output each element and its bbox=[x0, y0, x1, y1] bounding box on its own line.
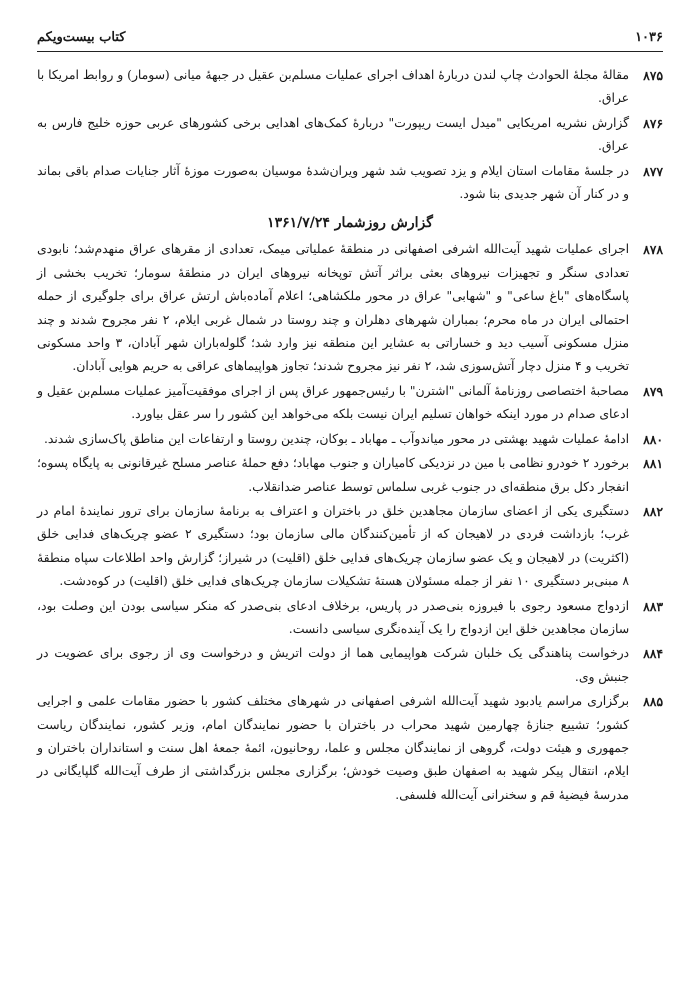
entry-number: ۸۸۲ bbox=[643, 503, 663, 519]
entry-text: برگزاری مراسم یادبود شهید آیت‌الله اشرفی اصفهانی در شهرهای مختلف کشور با حضور مقامات علمی و اجرایی کشور؛ تشییع جنازهٔ چهارمین شهید محراب در باختران با حضور نمایندگان امام، وزیر کشور، نمایندگان ریاست جمهوری و هیئت دولت، گروهی از نمایندگان مجلس و علما، روحانیون، ائمهٔ جمعهٔ اهل سنت و استانداران باختران و ایلام، انتقال پیکر شهید به اصفهان طبق وصیت خودش؛ برگزاری مجلس بزرگداشتی از طرف آیت‌الله گلپایگانی در مدرسهٔ فیضیهٔ قم و سخنرانی آیت‌الله فلسفی. bbox=[37, 694, 629, 802]
entries-after-list bbox=[37, 238, 663, 807]
list-item bbox=[37, 500, 663, 594]
entry-number: ۸۷۹ bbox=[643, 383, 663, 399]
list-item bbox=[37, 642, 663, 689]
entry-number: ۸۷۶ bbox=[643, 115, 663, 131]
book-title: کتاب بیست‌ویکم bbox=[37, 30, 126, 45]
list-item bbox=[37, 64, 663, 111]
page-header bbox=[37, 30, 663, 52]
entry-number: ۸۸۱ bbox=[643, 456, 663, 472]
list-item bbox=[37, 428, 663, 451]
list-item bbox=[37, 112, 663, 159]
entry-text: مقالهٔ مجلهٔ الحوادث چاپ لندن دربارهٔ اهداف اجرای عملیات مسلم‌بن عقیل در جبههٔ میانی (سومار) و روابط امریکا با عراق. bbox=[37, 68, 629, 106]
list-item bbox=[37, 595, 663, 642]
section-title: گزارش روزشمار ۱۳۶۱/۷/۲۴ bbox=[267, 215, 433, 232]
entry-text: درخواست پناهندگی یک خلبان شرکت هواپیمایی هما از دولت اتریش و درخواست وی از رجوی برای عضویت در جنبش وی. bbox=[37, 646, 629, 684]
entry-text: ازدواج مسعود رجوی با فیروزه بنی‌صدر در پاریس، برخلاف ادعای بنی‌صدر که منکر سیاسی بودن این وصلت بود، سازمان مجاهدین خلق این ازدواج را یک آینده‌نگری سیاسی دانست. bbox=[37, 598, 629, 636]
entry-number: ۸۸۰ bbox=[643, 431, 663, 447]
entry-number: ۸۷۸ bbox=[643, 242, 663, 258]
list-item bbox=[37, 690, 663, 807]
page-number: ۱۰۳۶ bbox=[635, 30, 663, 45]
entry-number: ۸۷۵ bbox=[643, 68, 663, 83]
entry-number: ۸۸۴ bbox=[643, 646, 663, 662]
entry-text: ادامهٔ عملیات شهید بهشتی در محور میاندوآب ـ مهاباد ـ بوکان، چندین روستا و ارتفاعات این مناطق پاک‌سازی شدند. bbox=[43, 431, 629, 446]
entry-text: برخورد ۲ خودرو نظامی با مین در نزدیکی کامیاران و جنوب مهاباد؛ دفع حملهٔ عناصر مسلح غیرقانونی به پایگاه پسوه؛ انفجار دکل برق منطقه‌ای در جنوب غربی سلماس توسط عناصر ضدانقلاب. bbox=[37, 456, 629, 494]
entry-text: مصاحبهٔ اختصاصی روزنامهٔ آلمانی "اشترن" با رئیس‌جمهور عراق پس از اجرای موفقیت‌آمیز عملیات مسلم‌بن عقیل و ادعای صدام در مورد اینکه خواهان تسلیم ایران نیست بلکه می‌خواهد این کشور را سر عقل بیاورد. bbox=[37, 383, 629, 422]
list-item bbox=[37, 160, 663, 207]
entry-number: ۸۸۳ bbox=[643, 598, 663, 614]
entry-number: ۸۷۷ bbox=[643, 163, 663, 179]
entries-before-list bbox=[37, 64, 663, 206]
list-item bbox=[37, 238, 663, 378]
list-item bbox=[37, 380, 663, 427]
entry-text: اجرای عملیات شهید آیت‌الله اشرفی اصفهانی در منطقهٔ عملیاتی میمک، تعدادی از مقرهای عراق منهدم‌شد؛ نابودی تعدادی سنگر و تجهیزات نیروهای بعثی براثر آتش توپخانه نیروهای ایران در منطقهٔ سومار؛ تخریب بخشی از پاسگاه‌های "باغ ساعی" و "شهابی" عراق در محور ملکشاهی؛ اعلام آماده‌باش ارتش عراق برای جلوگیری از حمله احتمالی ایران در ماه محرم؛ بمباران شهرهای دهلران و چند روستا در شمال غربی ایلام، ۲ نفر مجروح شدند و چند منزل مسکونی آسیب دید و خساراتی به عشایر این منطقه نیز وارد شد؛ گلوله‌باران شهر آبادان، ۳ واحد مسکونی تخریب و ۴ منزل دچار آتش‌سوزی شد، ۲ نفر نیز مجروح شدند؛ تجاوز هواپیماهای عراقی به حریم هوایی آبادان. bbox=[37, 242, 630, 374]
entry-number: ۸۸۵ bbox=[643, 694, 663, 710]
list-item bbox=[37, 452, 663, 499]
entry-text: گزارش نشریه امریکایی "میدل ایست ریپورت" دربارهٔ کمک‌های اهدایی برخی کشورهای عربی حوزه خلیج فارس به عراق. bbox=[37, 115, 629, 154]
entry-text: دستگیری یکی از اعضای سازمان مجاهدین خلق در باختران و اعتراف به برنامهٔ سازمان برای ترور نمایندهٔ امام در غرب؛ بازداشت فردی در لاهیجان که از تأمین‌کنندگان مالی سازمان بود؛ دستگیری ۲ عضو چریک‌های فدایی خلق (اکثریت) در لاهیجان و یک عضو سازمان چریک‌های فدایی خلق (اقلیت) در شیراز؛ گزارش واحد اطلاعات سپاه منطقهٔ ۸ مبنی‌بر دستگیری ۱۰ نفر از جمله مسئولان هستهٔ تشکیلات سازمان چریک‌های فدایی خلق (اقلیت) در کوه‌دشت. bbox=[37, 503, 629, 589]
entry-text: در جلسهٔ مقامات استان ایلام و یزد تصویب شد شهر ویران‌شدهٔ موسیان به‌صورت موزهٔ آثار جنایات صدام باقی بماند و در کنار آن شهر جدیدی بنا شود. bbox=[37, 163, 629, 202]
